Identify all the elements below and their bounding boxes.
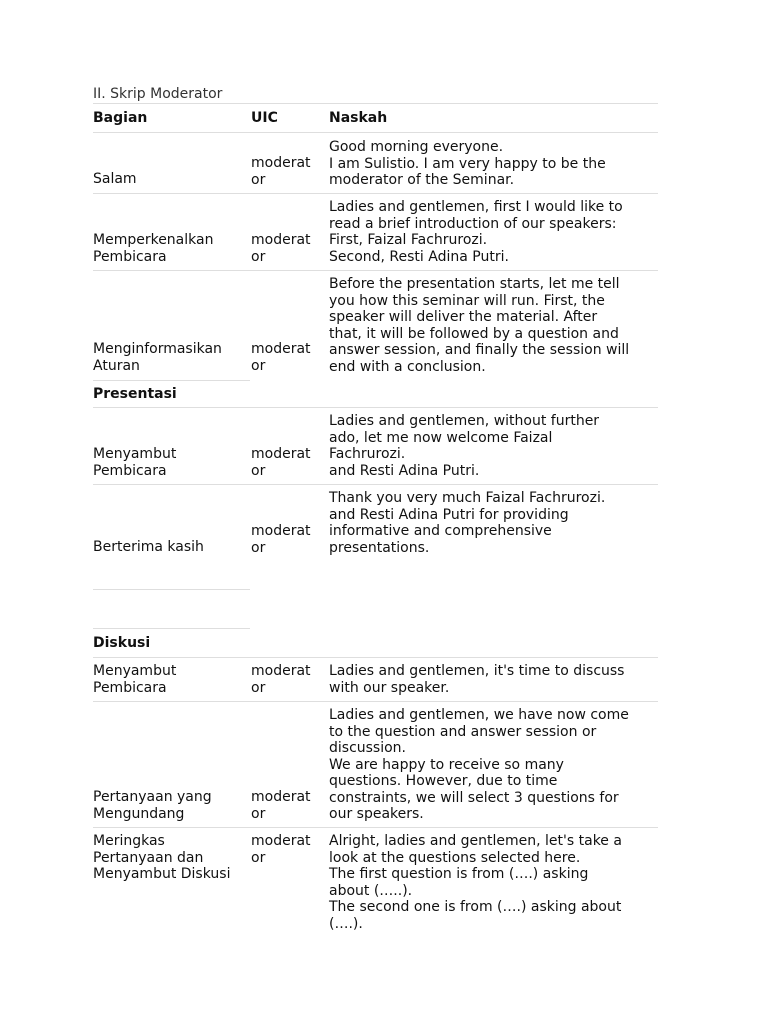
- table-divider: [93, 380, 250, 381]
- table-divider: [93, 827, 658, 828]
- cell-bagian: [93, 789, 212, 822]
- text-line: moderator of the Seminar.: [329, 172, 515, 188]
- table-divider: [93, 132, 658, 133]
- text-line: Memperkenalkan: [93, 232, 214, 248]
- cell-naskah: [329, 276, 629, 375]
- cell-naskah: [329, 199, 623, 265]
- text-line: moderat: [251, 523, 311, 539]
- text-line: or: [251, 849, 266, 866]
- text-line: Pembicara: [93, 248, 167, 265]
- table-divider: [93, 193, 658, 194]
- cell-naskah: [329, 413, 599, 479]
- text-line: (….).: [329, 915, 363, 932]
- text-line: or: [251, 805, 266, 822]
- text-line: Berterima kasih: [93, 539, 204, 555]
- text-line: Thank you very much Faizal Fachrurozi.: [329, 490, 606, 506]
- text-line: end with a conclusion.: [329, 358, 486, 375]
- cell-naskah: [329, 663, 624, 696]
- text-line: Mengundang: [93, 805, 185, 822]
- cell-naskah: [329, 707, 629, 823]
- text-line: moderat: [251, 833, 311, 849]
- cell-bagian: [93, 232, 213, 265]
- text-line: moderat: [251, 663, 311, 679]
- cell-uic: [251, 789, 311, 822]
- cell-uic: [251, 663, 311, 696]
- text-line: and Resti Adina Putri.: [329, 462, 480, 479]
- table-divider: [93, 484, 658, 485]
- cell-bagian: [93, 171, 137, 188]
- table-divider: [93, 103, 658, 104]
- cell-bagian: [93, 446, 176, 479]
- text-line: Pertanyaan dan: [93, 849, 204, 866]
- cell-bagian: [93, 833, 230, 883]
- table-divider: [93, 407, 658, 408]
- text-line: informative and comprehensive: [329, 523, 552, 539]
- table-divider: [93, 270, 658, 271]
- text-line: moderat: [251, 232, 311, 248]
- header-uic: UIC: [251, 110, 278, 126]
- text-line: speaker will deliver the material. After: [329, 309, 598, 325]
- section-title: II. Skrip Moderator: [93, 86, 223, 102]
- text-line: We are happy to receive so many: [329, 756, 564, 773]
- cell-uic: [251, 523, 311, 556]
- text-line: or: [251, 462, 266, 479]
- text-line: moderat: [251, 155, 311, 171]
- section-diskusi: Diskusi: [93, 635, 151, 651]
- text-line: look at the questions selected here.: [329, 849, 581, 866]
- text-line: Second, Resti Adina Putri.: [329, 248, 509, 265]
- text-line: Ladies and gentlemen, it's time to discuss: [329, 663, 625, 679]
- table-divider: [93, 589, 250, 590]
- text-line: Salam: [93, 171, 137, 187]
- cell-naskah: [329, 490, 605, 556]
- section-presentasi: Presentasi: [93, 386, 177, 402]
- header-naskah: Naskah: [329, 110, 388, 126]
- text-line: Pembicara: [93, 462, 167, 479]
- text-line: Ladies and gentlemen, without further: [329, 413, 600, 429]
- text-line: that, it will be followed by a question and: [329, 325, 619, 342]
- text-line: read a brief introduction of our speakers:: [329, 215, 617, 232]
- text-line: Ladies and gentlemen, first I would like to: [329, 199, 623, 215]
- text-line: Menyambut: [93, 663, 177, 679]
- cell-bagian: [93, 341, 222, 374]
- cell-uic: [251, 232, 311, 265]
- text-line: ado, let me now welcome Faizal: [329, 429, 553, 446]
- text-line: Ladies and gentlemen, we have now come: [329, 707, 629, 723]
- text-line: Menginformasikan: [93, 341, 222, 357]
- text-line: or: [251, 171, 266, 188]
- text-line: First, Faizal Fachrurozi.: [329, 232, 488, 248]
- cell-uic: [251, 446, 311, 479]
- text-line: or: [251, 357, 266, 374]
- text-line: Alright, ladies and gentlemen, let's take a: [329, 833, 622, 849]
- text-line: with our speaker.: [329, 679, 450, 696]
- text-line: Fachrurozi.: [329, 446, 406, 462]
- text-line: The first question is from (….) asking: [329, 866, 589, 882]
- cell-bagian: [93, 539, 204, 556]
- text-line: and Resti Adina Putri for providing: [329, 506, 569, 523]
- text-line: Menyambut: [93, 446, 177, 462]
- text-line: or: [251, 679, 266, 696]
- cell-bagian: [93, 663, 176, 696]
- table-divider: [93, 701, 658, 702]
- cell-uic: [251, 341, 311, 374]
- text-line: Pembicara: [93, 679, 167, 696]
- text-line: about (…..).: [329, 882, 413, 899]
- text-line: to the question and answer session or: [329, 723, 597, 740]
- text-line: Before the presentation starts, let me tell: [329, 276, 620, 292]
- text-line: Aturan: [93, 357, 140, 374]
- text-line: or: [251, 248, 266, 265]
- text-line: or: [251, 539, 266, 556]
- text-line: constraints, we will select 3 questions for: [329, 789, 619, 806]
- text-line: Good morning everyone.: [329, 139, 504, 155]
- text-line: questions. However, due to time: [329, 773, 558, 789]
- header-bagian: Bagian: [93, 110, 148, 126]
- table-divider: [93, 628, 250, 629]
- text-line: moderat: [251, 341, 311, 357]
- cell-uic: [251, 155, 311, 188]
- cell-naskah: [329, 833, 622, 932]
- text-line: presentations.: [329, 539, 430, 556]
- text-line: our speakers.: [329, 806, 424, 822]
- text-line: Meringkas: [93, 833, 165, 849]
- text-line: moderat: [251, 789, 311, 805]
- text-line: discussion.: [329, 740, 407, 756]
- text-line: The second one is from (….) asking about: [329, 899, 622, 915]
- cell-uic: [251, 833, 311, 866]
- text-line: Menyambut Diskusi: [93, 866, 231, 882]
- text-line: you how this seminar will run. First, the: [329, 292, 605, 309]
- text-line: I am Sulistio. I am very happy to be the: [329, 155, 606, 172]
- table-divider: [93, 657, 658, 658]
- text-line: answer session, and finally the session will: [329, 342, 630, 358]
- text-line: Pertanyaan yang: [93, 789, 212, 805]
- text-line: moderat: [251, 446, 311, 462]
- cell-naskah: [329, 139, 606, 189]
